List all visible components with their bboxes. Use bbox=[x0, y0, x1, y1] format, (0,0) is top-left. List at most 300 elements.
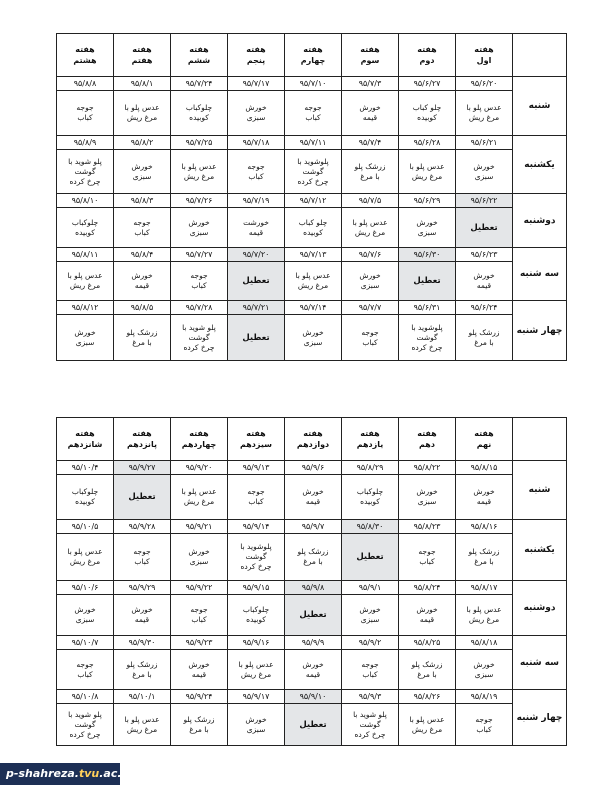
meal-line: قیمه bbox=[134, 615, 150, 624]
meal-line: خورش bbox=[131, 271, 153, 280]
meal-cell bbox=[228, 150, 285, 194]
meal-line: خورش bbox=[359, 605, 381, 614]
meal-line: خورش bbox=[416, 605, 438, 614]
meal-line: سبزی bbox=[189, 557, 209, 566]
date-cell: ۹۵/۸/۱۰ bbox=[57, 194, 114, 208]
meal-line: خورش bbox=[302, 487, 324, 496]
date-cell: ۹۵/۸/۱۵ bbox=[456, 461, 513, 475]
meal-line: چرخ کرده bbox=[411, 342, 443, 352]
meal-cell bbox=[114, 208, 171, 248]
meal-row bbox=[57, 534, 567, 581]
date-cell: ۹۵/۷/۷ bbox=[342, 301, 399, 315]
date-cell: ۹۵/۷/۱۲ bbox=[285, 194, 342, 208]
meal-cell bbox=[171, 208, 228, 248]
meal-cell bbox=[114, 534, 171, 581]
meal-line: جوجه bbox=[475, 714, 493, 724]
date-cell: ۹۵/۹/۱۴ bbox=[228, 520, 285, 534]
meal-cell bbox=[399, 475, 456, 520]
meal-line: کباب bbox=[248, 171, 264, 181]
date-cell: ۹۵/۷/۶ bbox=[342, 248, 399, 262]
week-ordinal: سیزدهم bbox=[239, 440, 273, 449]
meal-line: مرغ ریش bbox=[126, 113, 158, 122]
meal-cell bbox=[456, 91, 513, 136]
meal-row bbox=[57, 704, 567, 746]
header-row bbox=[57, 418, 567, 461]
meal-line: خورش bbox=[74, 327, 96, 337]
date-cell: ۹۵/۹/۲۳ bbox=[171, 636, 228, 650]
date-cell: ۹۵/۱۰/۱ bbox=[114, 690, 171, 704]
date-cell: ۹۵/۶/۲۰ bbox=[456, 77, 513, 91]
meal-cell bbox=[57, 595, 114, 636]
meal-cell bbox=[171, 91, 228, 136]
meal-line: تعطیل bbox=[128, 492, 156, 502]
meal-line: پلوشوید با bbox=[297, 156, 329, 166]
meal-line: خورش bbox=[473, 161, 495, 171]
meal-line: چلوکباب bbox=[185, 103, 213, 112]
week-word: هفته bbox=[474, 45, 494, 54]
corner-cell bbox=[513, 34, 567, 77]
meal-line: خورش bbox=[473, 271, 495, 280]
day-name: دوشنبه bbox=[513, 194, 567, 248]
date-cell: ۹۵/۸/۱۶ bbox=[456, 520, 513, 534]
date-cell: ۹۵/۹/۲۸ bbox=[114, 520, 171, 534]
meal-cell bbox=[399, 650, 456, 690]
date-cell: ۹۵/۷/۵ bbox=[342, 194, 399, 208]
meal-line: سبزی bbox=[360, 615, 380, 624]
meal-cell bbox=[228, 595, 285, 636]
week-ordinal: هشتم bbox=[73, 56, 97, 65]
date-cell: ۹۵/۶/۲۱ bbox=[456, 136, 513, 150]
week-header bbox=[342, 418, 399, 461]
week-header bbox=[228, 34, 285, 77]
week-word: هفته bbox=[75, 429, 95, 438]
date-cell: ۹۵/۹/۲۷ bbox=[114, 461, 171, 475]
date-cell: ۹۵/۷/۱۰ bbox=[285, 77, 342, 91]
meal-line: خورش bbox=[359, 103, 381, 112]
schedule-table-1 bbox=[56, 33, 567, 361]
meal-line: چلو کباب bbox=[298, 217, 328, 227]
meal-line: قیمه bbox=[305, 497, 321, 506]
date-cell: ۹۵/۶/۳۱ bbox=[399, 301, 456, 315]
meal-cell bbox=[285, 262, 342, 301]
meal-line: زرشک پلو bbox=[468, 327, 500, 337]
date-cell: ۹۵/۹/۱۷ bbox=[228, 690, 285, 704]
meal-cell bbox=[171, 534, 228, 581]
meal-row bbox=[57, 315, 567, 361]
meal-line: خورش bbox=[245, 103, 267, 112]
meal-cell bbox=[456, 262, 513, 301]
meal-cell bbox=[342, 262, 399, 301]
meal-cell bbox=[285, 650, 342, 690]
meal-line: خورش bbox=[188, 547, 210, 556]
holiday-cell bbox=[285, 704, 342, 746]
date-cell: ۹۵/۸/۲۳ bbox=[399, 520, 456, 534]
meal-line: خورش bbox=[131, 605, 153, 614]
meal-line: پلو شوید با bbox=[353, 709, 387, 719]
date-cell: ۹۵/۸/۴ bbox=[114, 248, 171, 262]
date-cell: ۹۵/۱۰/۴ bbox=[57, 461, 114, 475]
meal-line: جوجه bbox=[361, 327, 379, 337]
week-header bbox=[285, 34, 342, 77]
week-word: هفته bbox=[303, 45, 323, 54]
meal-line: خورش bbox=[188, 659, 210, 669]
week-header bbox=[456, 418, 513, 461]
meal-line: کوبیده bbox=[303, 227, 323, 237]
week-word: هفته bbox=[132, 45, 152, 54]
date-cell: ۹۵/۷/۲۶ bbox=[171, 194, 228, 208]
meal-line: کباب bbox=[305, 113, 321, 122]
meal-line: کوبیده bbox=[189, 113, 209, 122]
meal-line: سبزی bbox=[246, 113, 266, 122]
date-cell: ۹۵/۸/۲ bbox=[114, 136, 171, 150]
meal-line: عدس پلو با bbox=[466, 605, 502, 614]
date-cell: ۹۵/۸/۱۸ bbox=[456, 636, 513, 650]
meal-cell bbox=[228, 534, 285, 581]
holiday-cell bbox=[399, 262, 456, 301]
meal-line: جوجه bbox=[247, 161, 265, 171]
week-header bbox=[114, 418, 171, 461]
date-cell: ۹۵/۹/۷ bbox=[285, 520, 342, 534]
date-cell: ۹۵/۸/۱۷ bbox=[456, 581, 513, 595]
date-cell: ۹۵/۸/۲۹ bbox=[342, 461, 399, 475]
meal-line: مرغ ریش bbox=[69, 281, 101, 290]
date-cell: ۹۵/۷/۱۱ bbox=[285, 136, 342, 150]
meal-cell bbox=[342, 315, 399, 361]
meal-line: پلو شوید با bbox=[68, 156, 102, 166]
meal-line: خورش bbox=[188, 217, 210, 227]
meal-line: عدس پلو با bbox=[124, 714, 160, 724]
meal-cell bbox=[57, 91, 114, 136]
meal-line: قیمه bbox=[476, 281, 492, 290]
meal-cell bbox=[114, 91, 171, 136]
meal-line: سبزی bbox=[417, 497, 437, 506]
week-header bbox=[114, 34, 171, 77]
date-cell: ۹۵/۹/۲۱ bbox=[171, 520, 228, 534]
week-header bbox=[399, 418, 456, 461]
meal-line: قیمه bbox=[248, 227, 264, 237]
meal-line: زرشک پلو bbox=[468, 547, 500, 556]
meal-cell bbox=[171, 315, 228, 361]
date-cell: ۹۵/۷/۲۷ bbox=[171, 248, 228, 262]
date-cell: ۹۵/۷/۱۴ bbox=[285, 301, 342, 315]
meal-line: جوجه bbox=[418, 547, 436, 556]
meal-cell bbox=[228, 208, 285, 248]
meal-line: چرخ کرده bbox=[183, 342, 215, 352]
meal-cell bbox=[399, 91, 456, 136]
date-cell: ۹۵/۹/۱۵ bbox=[228, 581, 285, 595]
week-ordinal: دوازدهم bbox=[296, 440, 330, 449]
date-cell: ۹۵/۹/۱۶ bbox=[228, 636, 285, 650]
date-cell: ۹۵/۹/۲۰ bbox=[171, 461, 228, 475]
week-word: هفته bbox=[246, 429, 266, 438]
meal-line: کوبیده bbox=[417, 113, 437, 122]
week-header bbox=[171, 418, 228, 461]
meal-row bbox=[57, 91, 567, 136]
meal-line: مرغ ریش bbox=[183, 171, 215, 181]
meal-line: با مرغ bbox=[132, 669, 152, 679]
week-word: هفته bbox=[417, 429, 437, 438]
meal-line: مرغ ریش bbox=[468, 113, 500, 122]
meal-line: جوجه bbox=[190, 271, 208, 280]
meal-line: تعطیل bbox=[413, 276, 441, 286]
meal-line: کباب bbox=[191, 615, 207, 624]
week-word: هفته bbox=[132, 429, 152, 438]
meal-cell bbox=[285, 208, 342, 248]
meal-line: خورش bbox=[473, 659, 495, 669]
meal-line: پلو شوید با bbox=[182, 322, 216, 332]
date-cell: ۹۵/۱۰/۶ bbox=[57, 581, 114, 595]
meal-line: سبزی bbox=[246, 724, 266, 734]
meal-cell bbox=[399, 150, 456, 194]
date-row bbox=[57, 461, 567, 475]
meal-cell bbox=[342, 704, 399, 746]
meal-cell bbox=[399, 315, 456, 361]
meal-line: تعطیل bbox=[356, 552, 384, 562]
meal-line: گوشت bbox=[188, 332, 210, 342]
week-ordinal: چهاردهم bbox=[181, 440, 217, 449]
meal-cell bbox=[399, 595, 456, 636]
meal-line: مرغ ریش bbox=[468, 615, 500, 624]
meal-line: کباب bbox=[134, 227, 150, 237]
week-word: هفته bbox=[474, 429, 494, 438]
day-name: سه شنبه bbox=[513, 248, 567, 301]
meal-cell bbox=[228, 475, 285, 520]
date-cell: ۹۵/۷/۱۷ bbox=[228, 77, 285, 91]
date-cell: ۹۵/۶/۲۴ bbox=[456, 301, 513, 315]
meal-line: عدس پلو با bbox=[409, 714, 445, 724]
meal-line: خورش bbox=[302, 659, 324, 669]
meal-line: مرغ ریش bbox=[411, 724, 443, 734]
meal-line: با مرغ bbox=[474, 557, 494, 566]
meal-cell bbox=[114, 595, 171, 636]
week-header bbox=[171, 34, 228, 77]
week-word: هفته bbox=[189, 429, 209, 438]
meal-line: سبزی bbox=[75, 337, 95, 347]
holiday-cell bbox=[285, 595, 342, 636]
meal-cell bbox=[342, 595, 399, 636]
meal-line: جوجه bbox=[133, 547, 151, 556]
date-cell: ۹۵/۷/۲۸ bbox=[171, 301, 228, 315]
meal-line: خورش bbox=[245, 714, 267, 724]
site-url-banner[interactable] bbox=[0, 763, 131, 785]
meal-line: جوجه bbox=[190, 605, 208, 614]
meal-line: سبزی bbox=[360, 281, 380, 290]
meal-line: پلو شوید با bbox=[68, 709, 102, 719]
meal-row bbox=[57, 595, 567, 636]
day-name: شنبه bbox=[513, 77, 567, 136]
date-cell: ۹۵/۹/۲۲ bbox=[171, 581, 228, 595]
date-cell: ۹۵/۸/۱۲ bbox=[57, 301, 114, 315]
meal-line: عدس پلو با bbox=[124, 103, 160, 112]
meal-line: خورشت bbox=[243, 217, 269, 227]
meal-cell bbox=[57, 262, 114, 301]
meal-line: عدس پلو با bbox=[352, 217, 388, 227]
week-ordinal: نهم bbox=[476, 440, 492, 449]
meal-line: زرشک پلو bbox=[183, 714, 215, 724]
meal-line: با مرغ bbox=[360, 171, 380, 181]
meal-line: زرشک پلو bbox=[126, 327, 158, 337]
meal-line: عدس پلو با bbox=[295, 271, 331, 280]
week-ordinal: پنجم bbox=[246, 56, 266, 65]
meal-line: زرشک پلو bbox=[126, 659, 158, 669]
week-ordinal: اول bbox=[476, 56, 492, 65]
meal-line: عدس پلو با bbox=[67, 547, 103, 556]
week-header bbox=[342, 34, 399, 77]
meal-row bbox=[57, 150, 567, 194]
date-cell: ۹۵/۷/۴ bbox=[342, 136, 399, 150]
date-cell: ۹۵/۸/۱۹ bbox=[456, 690, 513, 704]
meal-line: چلوکباب bbox=[71, 487, 99, 496]
meal-cell bbox=[114, 262, 171, 301]
meal-line: مرغ ریش bbox=[69, 557, 101, 566]
meal-line: گوشت bbox=[359, 719, 381, 729]
meal-cell bbox=[342, 150, 399, 194]
meal-row bbox=[57, 650, 567, 690]
date-cell: ۹۵/۸/۲۶ bbox=[399, 690, 456, 704]
schedule-table-2 bbox=[56, 417, 567, 746]
meal-line: چرخ کرده bbox=[354, 729, 386, 739]
meal-line: سبزی bbox=[75, 615, 95, 624]
date-cell: ۹۵/۸/۲۲ bbox=[399, 461, 456, 475]
meal-cell bbox=[285, 534, 342, 581]
date-cell: ۹۵/۹/۱ bbox=[342, 581, 399, 595]
date-cell: ۹۵/۹/۱۳ bbox=[228, 461, 285, 475]
meal-cell bbox=[399, 704, 456, 746]
meal-cell bbox=[456, 534, 513, 581]
meal-line: جوجه bbox=[361, 659, 379, 669]
day-name: سه شنبه bbox=[513, 636, 567, 690]
day-name: چهار شنبه bbox=[513, 301, 567, 361]
meal-cell bbox=[456, 315, 513, 361]
day-name: یکشنبه bbox=[513, 136, 567, 194]
date-cell: ۹۵/۸/۲۵ bbox=[399, 636, 456, 650]
week-word: هفته bbox=[303, 429, 323, 438]
date-cell: ۹۵/۹/۸ bbox=[285, 581, 342, 595]
date-row bbox=[57, 248, 567, 262]
day-name: دوشنبه bbox=[513, 581, 567, 636]
meal-cell bbox=[114, 315, 171, 361]
date-cell: ۹۵/۱۰/۵ bbox=[57, 520, 114, 534]
meal-line: گوشت bbox=[74, 719, 96, 729]
meal-cell bbox=[114, 150, 171, 194]
meal-cell bbox=[171, 595, 228, 636]
meal-line: چرخ کرده bbox=[69, 729, 101, 739]
date-row bbox=[57, 636, 567, 650]
meal-line: عدس پلو با bbox=[181, 487, 217, 496]
meal-cell bbox=[456, 595, 513, 636]
meal-line: چرخ کرده bbox=[240, 562, 272, 571]
meal-line: جوجه bbox=[133, 217, 151, 227]
meal-line: جوجه bbox=[76, 103, 94, 112]
date-cell: ۹۵/۶/۲۲ bbox=[456, 194, 513, 208]
meal-line: تعطیل bbox=[470, 222, 498, 233]
date-row bbox=[57, 194, 567, 208]
meal-line: سبزی bbox=[474, 171, 494, 181]
meal-cell bbox=[228, 704, 285, 746]
week-ordinal: سوم bbox=[360, 56, 380, 65]
date-cell: ۹۵/۶/۲۹ bbox=[399, 194, 456, 208]
meal-line: زرشک پلو bbox=[411, 659, 443, 669]
meal-cell bbox=[456, 650, 513, 690]
week-ordinal: ششم bbox=[187, 56, 211, 65]
week-header bbox=[228, 418, 285, 461]
week-ordinal: چهارم bbox=[300, 56, 326, 65]
meal-cell bbox=[456, 704, 513, 746]
date-cell: ۹۵/۶/۲۸ bbox=[399, 136, 456, 150]
meal-line: سبزی bbox=[303, 337, 323, 347]
date-cell: ۹۵/۶/۳۰ bbox=[399, 248, 456, 262]
week-header bbox=[285, 418, 342, 461]
week-ordinal: پانزدهم bbox=[127, 440, 157, 449]
date-row bbox=[57, 520, 567, 534]
week-header bbox=[399, 34, 456, 77]
date-cell: ۹۵/۹/۳ bbox=[342, 690, 399, 704]
meal-cell bbox=[342, 208, 399, 248]
meal-line: گوشت bbox=[245, 552, 267, 561]
week-ordinal: دوم bbox=[419, 56, 435, 65]
date-cell: ۹۵/۷/۲۱ bbox=[228, 301, 285, 315]
meal-line: جوجه bbox=[304, 103, 322, 112]
meal-line: زرشک پلو bbox=[354, 161, 386, 171]
meal-cell bbox=[399, 208, 456, 248]
date-cell: ۹۵/۹/۶ bbox=[285, 461, 342, 475]
holiday-cell bbox=[228, 315, 285, 361]
meal-line: سبزی bbox=[474, 669, 494, 679]
date-row bbox=[57, 301, 567, 315]
meal-cell bbox=[342, 91, 399, 136]
week-word: هفته bbox=[75, 45, 95, 54]
footer-url-prefix: p-shahreza. bbox=[6, 767, 79, 780]
meal-cell bbox=[285, 91, 342, 136]
week-word: هفته bbox=[360, 45, 380, 54]
date-cell: ۹۵/۸/۳۰ bbox=[342, 520, 399, 534]
meal-line: کباب bbox=[476, 724, 492, 734]
meal-line: با مرغ bbox=[417, 669, 437, 679]
meal-line: کباب bbox=[134, 557, 150, 566]
day-name: شنبه bbox=[513, 461, 567, 520]
week-word: هفته bbox=[417, 45, 437, 54]
meal-line: با مرغ bbox=[303, 557, 323, 566]
week-header bbox=[57, 34, 114, 77]
header-row bbox=[57, 34, 567, 77]
meal-line: سبزی bbox=[132, 171, 152, 181]
week-header bbox=[57, 418, 114, 461]
date-row bbox=[57, 690, 567, 704]
meal-cell bbox=[285, 150, 342, 194]
corner-cell bbox=[513, 418, 567, 461]
week-word: هفته bbox=[246, 45, 266, 54]
meal-row bbox=[57, 475, 567, 520]
date-cell: ۹۵/۹/۹ bbox=[285, 636, 342, 650]
meal-cell bbox=[342, 475, 399, 520]
date-cell: ۹۵/۸/۸ bbox=[57, 77, 114, 91]
meal-line: خورش bbox=[131, 161, 153, 171]
date-row bbox=[57, 77, 567, 91]
meal-line: قیمه bbox=[476, 497, 492, 506]
meal-line: تعطیل bbox=[242, 276, 270, 286]
meal-cell bbox=[342, 650, 399, 690]
date-cell: ۹۵/۱۰/۸ bbox=[57, 690, 114, 704]
meal-line: قیمه bbox=[362, 113, 378, 122]
holiday-cell bbox=[456, 208, 513, 248]
footer-url-suffix: .ac.ir bbox=[99, 767, 131, 780]
meal-line: چلوکباب bbox=[242, 605, 270, 614]
meal-cell bbox=[171, 704, 228, 746]
meal-line: تعطیل bbox=[242, 332, 270, 343]
date-cell: ۹۵/۸/۲۴ bbox=[399, 581, 456, 595]
day-name: چهار شنبه bbox=[513, 690, 567, 746]
meal-line: با مرغ bbox=[474, 337, 494, 347]
